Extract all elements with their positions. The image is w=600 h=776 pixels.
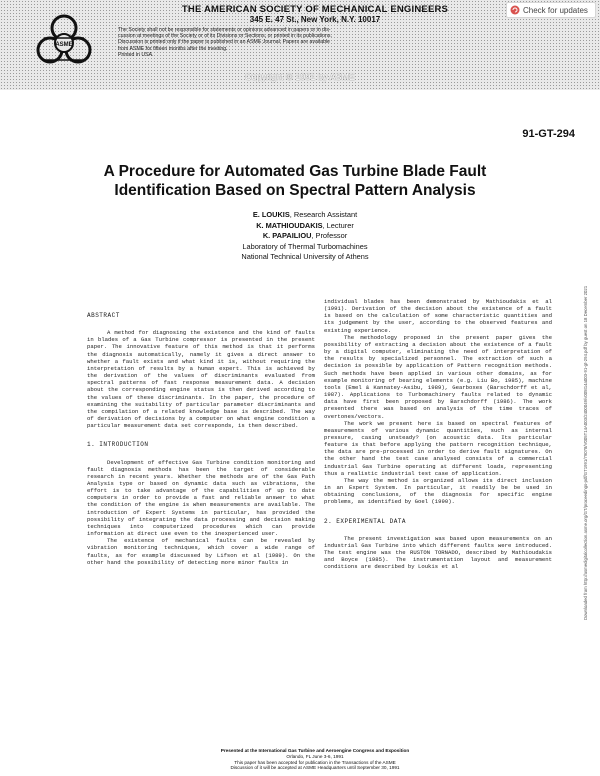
society-name: THE AMERICAN SOCIETY OF MECHANICAL ENGINEERS — [181, 4, 449, 15]
society-address: 345 E. 47 St., New York, N.Y. 10017 — [249, 15, 381, 24]
experimental-data-heading: 2. EXPERIMENTAL DATA — [324, 517, 407, 525]
footer-line: Presented at the International Gas Turbine and Aeroengine Congress and Exposition — [220, 748, 410, 753]
body-paragraph: Development of effective Gas Turbine condition monitoring and fault diagnosis methods has been the target of considerable research in recent years. Whether the methods are of the Gas Path Analysis type or based on dynamic data such as vibrations, the effort is to take advantage of the capabilities of up to date computers in order to provide a fast and reliable answer to what the condition of the engine is when measurements are available. The introduction of Expert Systems in particular, has provided the possibility of integrating the data processing and decision making techniques into computerized procedures which can provide information at direct use even to the inexperienced user. — [87, 458, 315, 538]
author-role: Professor — [315, 231, 348, 240]
affiliation-line: National Technical University of Athens — [241, 252, 369, 261]
author-name: K. PAPAILIOU — [262, 231, 312, 240]
notice-line: The Society shall not be responsible for statements or opinions advanced in papers or in dis- — [118, 27, 331, 33]
abstract-text: A method for diagnosing the existence and the kind of faults in blades of a Gas Turbine compressor is presented in the present paper. The innovative feature of this method is that it performs the diagnosis automatically, namely it gives a direct answer to whether a fault exists and what kind it is, without requiring the interpretation of results by a human expert. This is achieved by the derivation of the values of discriminants evaluated from spectral patterns of fast response measurement data. A decision about the corresponding engine status is then derived according to the values of these discriminants. In the paper, the procedure of examining the suitability of particular parameter discriminants and the compilation of a related knowledge base is described. The way of derivation of decisions by a computer on what engine condition a particular measurement data set corresponds, is then described. — [87, 329, 315, 430]
body-paragraph: The work we present here is based on spectral features of measurements of various dynamic quantities, such as internal pressure, casing unsteady? (on acoustic data. Its particular feature is that before applying the pattern recognition technique, the data are pre-processed in order to derive fault signatures. On the other hand the test case analysed consists of a commercial industrial Gas Turbine operating at different loads, representing thus a realistic industrial test case of application. — [324, 419, 552, 477]
copyright-notice: Copyright © 1991 by ASME — [245, 72, 355, 82]
introduction-heading: 1. INTRODUCTION — [87, 441, 149, 449]
notice-line: Discussion is printed only if the paper is published in an ASME Journal. Papers are available — [118, 39, 330, 46]
author-name: K. MATHIOUDAKIS — [256, 220, 323, 230]
body-paragraph: individual blades has been demonstrated by Mathioudakis et al (1991). Derivation of the decision about the existence of a fault is based on the calculation of some characteristic quantities and its judgement by the user, according to the observed features and existing experience. — [324, 298, 552, 334]
presentation-footer — [150, 748, 480, 771]
body-paragraph: The methodology proposed in the present paper gives the possibility of extracting a decision about the existence of a fault by a digital computer, eliminating the need of interpretation of the results by specialized personnel. The extraction of such a decision is possible by application of Pattern recognition methods. Such methods have been applied in various other domains, as for example monitoring of bearing elements (e.g. Liu Bo, 1985), machine tools (Emel & Kannatey-Asibu, 1989), Gearboxes (Barschdorff et al, 1987). Applications to Turbomachinery faults related to dynamic data have first been proposed by Barschdorff (1986). The work presented there was based on analysis of the time traces of overtones/vectors. — [324, 333, 552, 420]
affiliation-line: Laboratory of Thermal Turbomachines — [242, 241, 368, 251]
author-role: Lecturer — [326, 220, 354, 230]
notice-line: cussion at meetings of the Society or of its Divisions or Sections, or printed in its publications. — [118, 33, 332, 40]
check-for-updates-button[interactable] — [506, 2, 596, 18]
author-block — [170, 210, 440, 263]
refresh-badge-icon — [510, 5, 520, 15]
asme-logo-text: ASME — [55, 42, 73, 48]
check-for-updates-label: Check for updates — [523, 5, 588, 15]
publication-notice — [118, 27, 478, 58]
footer-line: Discussion of it will be accepted at ASME Headquarters until September 30, 1991 — [230, 765, 400, 771]
paper-title: A Procedure for Automated Gas Turbine Blade Fault Identification Based on Spectral Pattern Analysis — [103, 163, 487, 199]
abstract-heading: ABSTRACT — [87, 312, 120, 319]
body-paragraph: The existence of mechanical faults can be revealed by vibration monitoring techniques, which cover a wide range of faults, as for example discussed by Lifson et al (1989). On the other hand the possibility of detecting more minor faults in — [87, 537, 315, 566]
paper-number: 91-GT-294 — [522, 128, 575, 140]
author-line: K. MATHIOUDAKIS, Lecturer — [256, 220, 354, 230]
author-role: Research Assistant — [293, 210, 358, 219]
body-paragraph: The present investigation was based upon measurements on an industrial Gas Turbine into which different faults were introduced. The test engine was the RUSTON TORNADO, described by Mathioudakis and Boyce (1985). The instrumentation layout and measurement conditions are described by Loukis et al — [324, 534, 552, 571]
footer-line: This paper has been accepted for publication in the Transactions of the ASME — [234, 759, 396, 765]
notice-line: from ASME for fifteen months after the meeting. — [118, 45, 228, 52]
notice-line: Printed in USA. — [118, 51, 154, 58]
asme-logo-icon — [32, 10, 96, 74]
download-side-note: Downloaded from http://asmedigitalcollection.asme.org/GT/proceedings-pdf/GT1991/79078/V005T14A003/2400049/v005t14a003-91-gt-294.pdf by guest on 18 December 2021 — [583, 285, 588, 620]
footer-line: Orlando, FL June 3-6, 1991 — [286, 753, 344, 759]
left-column — [87, 298, 315, 566]
body-paragraph: The way the method is organized allows its direct inclusion in an Expert System. In particular, it readily be be used in obtaining conclusions, of the diagnosis for specific engine problems, as identified by Goel (1990). — [324, 476, 552, 506]
author-line: K. PAPAILIOU, Professor — [262, 231, 348, 240]
author-name: E. LOUKIS — [252, 210, 290, 219]
right-column — [324, 298, 552, 570]
author-line: E. LOUKIS, Research Assistant — [252, 210, 358, 219]
